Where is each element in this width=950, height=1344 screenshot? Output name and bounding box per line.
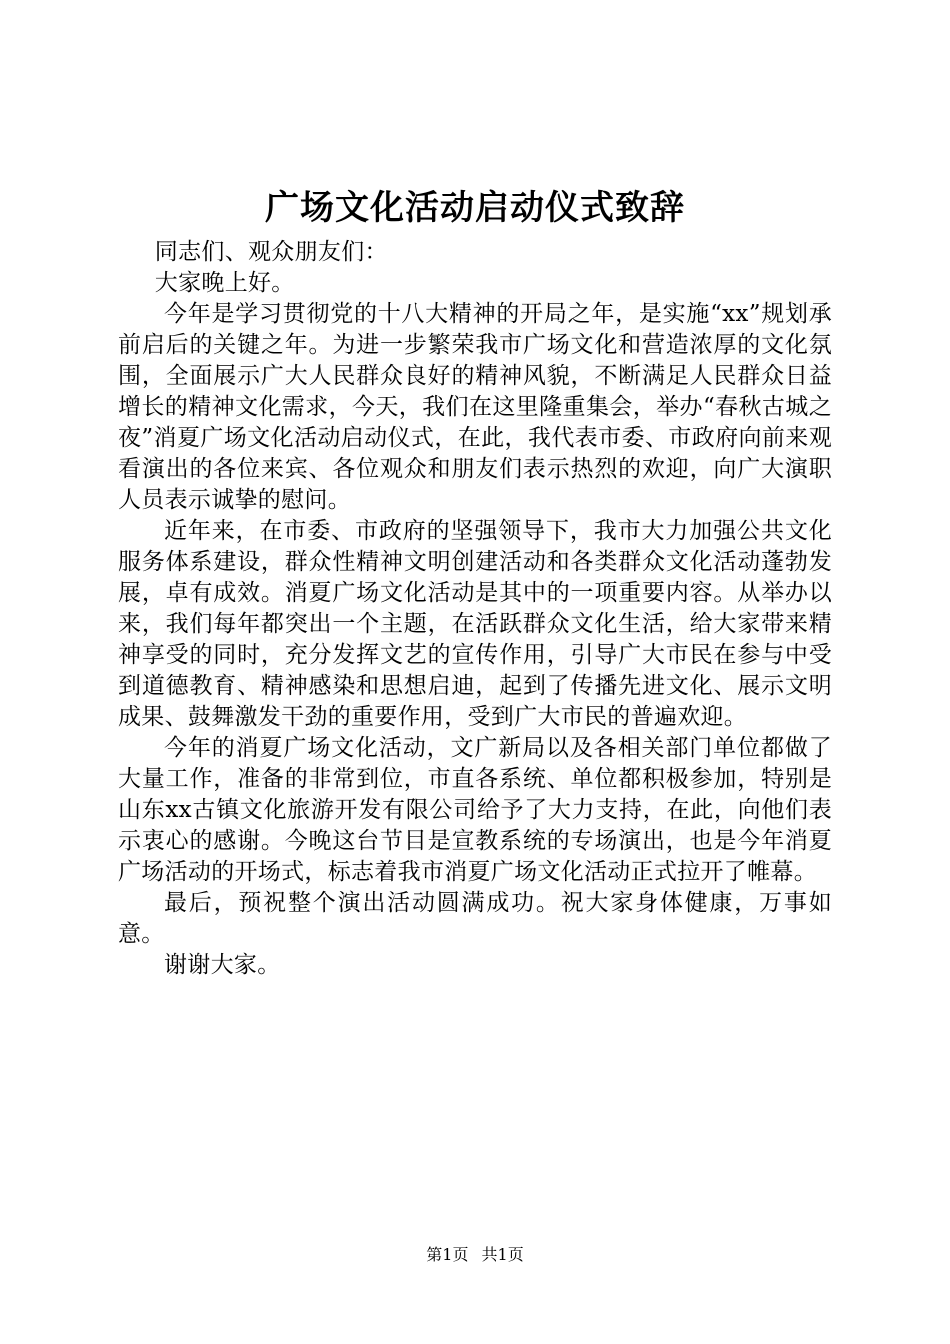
greeting: 大家晚上好。 bbox=[154, 270, 295, 296]
page-number: 第1页 bbox=[426, 1245, 469, 1264]
page-footer bbox=[0, 1244, 950, 1266]
document-title: 广场文化活动启动仪式致辞 bbox=[265, 188, 685, 228]
salutation: 同志们、观众朋友们： bbox=[154, 239, 388, 265]
paragraph-1: 今年是学习贯彻党的十八大精神的开局之年，是实施“xx”规划承前启后的关键之年。为进一步繁荣我市广场文化和营造浓厚的文化氛围，全面展示广大人民群众良好的精神风貌，不断满足人民群众日益增长的精神文化需求，今天，我们在这里隆重集会，举办“春秋古城之夜”消夏广场文化活动启动仪式，在此，我代表市委、市政府向前来观看演出的各位来宾、各位观众和朋友们表示热烈的欢迎，向广大演职人员表示诚挚的慰问。 bbox=[118, 301, 832, 513]
closing-line: 谢谢大家。 bbox=[164, 952, 281, 978]
paragraph-3: 今年的消夏广场文化活动，文广新局以及各相关部门单位都做了大量工作，准备的非常到位，市直各系统、单位都积极参加，特别是山东xx古镇文化旅游开发有限公司给予了大力支持，在此，向他们表示衷心的感谢。今晚这台节目是宣教系统的专场演出，也是今年消夏广场活动的开场式，标志着我市消夏广场文化活动正式拉开了帷幕。 bbox=[118, 735, 832, 885]
paragraph-4: 最后，预祝整个演出活动圆满成功。祝大家身体健康，万事如意。 bbox=[118, 890, 832, 947]
paragraph-2: 近年来，在市委、市政府的坚强领导下，我市大力加强公共文化服务体系建设，群众性精神文明创建活动和各类群众文化活动蓬勃发展，卓有成效。消夏广场文化活动是其中的一项重要内容。从举办以来，我们每年都突出一个主题，在活跃群众文化生活，给大家带来精神享受的同时，充分发挥文艺的宣传作用，引导广大市民在参与中受到道德教育、精神感染和思想启迪，起到了传播先进文化、展示文明成果、鼓舞激发干劲的重要作用，受到广大市民的普遍欢迎。 bbox=[118, 518, 832, 730]
page-total: 共1页 bbox=[481, 1245, 524, 1264]
document-body bbox=[118, 237, 832, 981]
